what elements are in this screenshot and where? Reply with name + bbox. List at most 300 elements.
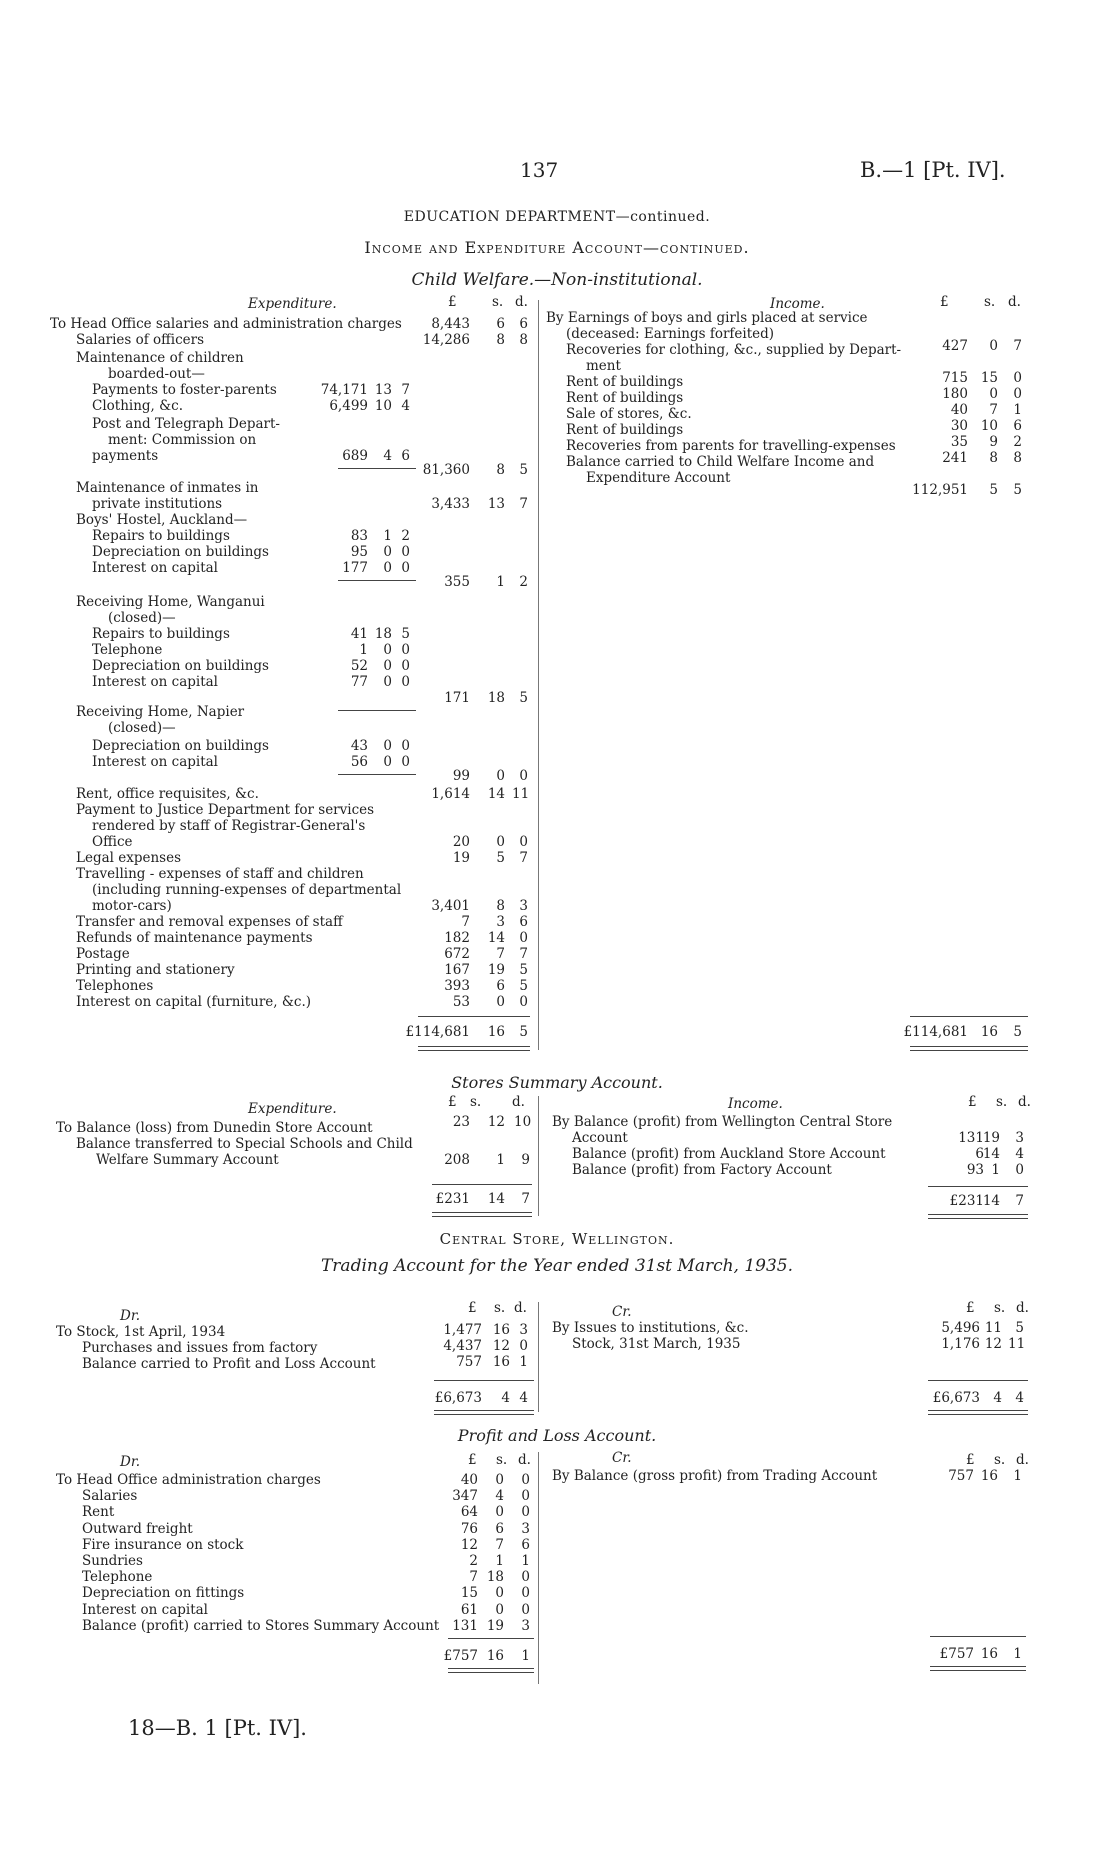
exp-amt-23-shillings: 18 — [487, 690, 505, 706]
pl-dr-amt-5-shillings: 1 — [495, 1553, 504, 1569]
exp-line-42: Interest on capital (furniture, &c.) — [76, 994, 311, 1010]
exp-amt-0-pence: 6 — [519, 316, 528, 332]
exp-line-5: Clothing, &c. — [92, 398, 183, 414]
inc-line-7: Rent of buildings — [566, 422, 684, 438]
tr-cr-total-shillings: 4 — [993, 1390, 1002, 1406]
pl-dr-amt-8-shillings: 0 — [495, 1601, 504, 1618]
pl-dr-amt-2-pence: 0 — [521, 1504, 530, 1521]
ss-inc-amt-1-pence: 3 — [1015, 1130, 1024, 1146]
pl-dr-line-0: To Head Office administration charges — [56, 1472, 321, 1488]
exp-amt-23-pence: 5 — [519, 690, 528, 706]
ss-inc-total-pounds: £231 — [949, 1193, 984, 1209]
column-divider — [538, 300, 539, 1050]
income-heading: Income. — [770, 296, 825, 312]
exp-amt-32-pounds: 20 — [452, 834, 470, 850]
inc-amt-8-shillings: 8 — [989, 450, 998, 466]
exp-line-7: ment: Commission on — [108, 432, 257, 448]
tr-dr-amt-0-pounds: 1,477 — [443, 1322, 482, 1338]
exp-amt-42-pounds: 53 — [452, 994, 470, 1010]
pl-dr-amt-1-shillings: 4 — [495, 1488, 504, 1505]
inc-amt-10-pounds: 112,951 — [912, 482, 968, 498]
exp-inner-27-pounds: 56 — [350, 754, 368, 770]
pl-dr-amt-6-pence: 0 — [521, 1569, 530, 1586]
exp-line-12: Boys' Hostel, Auckland— — [76, 512, 248, 528]
pl-pence-head-cr: d. — [1016, 1452, 1029, 1468]
stores-summary-title: Stores Summary Account. — [451, 1073, 663, 1092]
pl-dr-total-rule — [448, 1638, 534, 1639]
subtotal-rule-1 — [338, 468, 416, 469]
exp-inner-20-pounds: 1 — [359, 642, 368, 658]
exp-line-26: Depreciation on buildings — [92, 738, 269, 754]
inc-line-10: Expenditure Account — [586, 470, 731, 486]
pl-dr-line-3: Outward freight — [82, 1520, 193, 1537]
ss-inc-amt-3-pounds: 93 — [966, 1162, 984, 1178]
tr-pence-head: d. — [514, 1300, 527, 1316]
tr-dr-total-pence: 4 — [519, 1390, 528, 1406]
section-title: Child Welfare.—Non-institutional. — [411, 270, 703, 290]
ss-exp-total-shillings: 14 — [487, 1191, 505, 1207]
tr-dr-amt-2-pence: 1 — [519, 1354, 528, 1370]
pl-dr-amt-1-pence: 0 — [521, 1488, 530, 1505]
ss-shilling-head: s. — [470, 1094, 482, 1110]
ss-pound-head: £ — [448, 1094, 457, 1110]
inc-amt-3-pence: 0 — [1013, 370, 1022, 386]
pl-divider — [538, 1452, 539, 1684]
pl-cr-total-pence: 1 — [1013, 1646, 1022, 1662]
tr-dr-line-1: Purchases and issues from factory — [82, 1340, 318, 1356]
inc-amt-4-pounds: 180 — [942, 386, 968, 402]
exp-amt-39-pence: 7 — [519, 946, 528, 962]
exp-amt-1-pence: 8 — [519, 332, 528, 348]
exp-inner-21-pence: 0 — [401, 658, 410, 674]
ss-inc-double-rule — [928, 1214, 1028, 1219]
exp-inner-22-pounds: 77 — [350, 674, 368, 690]
pl-shilling-head-cr: s. — [994, 1452, 1006, 1468]
pl-dr-amt-4-pence: 6 — [521, 1536, 530, 1553]
footer-signature: 18—B. 1 [Pt. IV]. — [128, 1716, 307, 1740]
inc-amt-10-shillings: 5 — [989, 482, 998, 498]
exp-line-34: Travelling - expenses of staff and children — [76, 866, 364, 882]
exp-inner-20-pence: 0 — [401, 642, 410, 658]
pl-dr-total-pence: 1 — [521, 1648, 530, 1664]
stores-divider — [538, 1096, 539, 1216]
exp-amt-33-pounds: 19 — [452, 850, 470, 866]
pl-dr-label: Dr. — [120, 1454, 141, 1470]
pl-dr-total-pounds: £757 — [443, 1648, 478, 1664]
inc-amt-1-shillings: 0 — [989, 338, 998, 354]
exp-amt-40-shillings: 19 — [487, 962, 505, 978]
ss-inc-amt-2-pounds: 6 — [975, 1146, 984, 1162]
exp-amt-29-shillings: 14 — [487, 786, 505, 802]
inc-line-0: By Earnings of boys and girls placed at service — [546, 310, 868, 326]
tr-dr-amt-2-pounds: 757 — [456, 1354, 482, 1370]
pl-cr-line-0: By Balance (gross profit) from Trading Account — [552, 1468, 878, 1484]
exp-line-20: Telephone — [92, 642, 163, 658]
tr-pound-head: £ — [468, 1300, 477, 1316]
exp-amt-28-pence: 0 — [519, 768, 528, 784]
pl-cr-total-pounds: £757 — [939, 1646, 974, 1662]
exp-line-24: Receiving Home, Napier — [76, 704, 245, 720]
exp-inner-8-shillings: 4 — [383, 448, 392, 464]
exp-line-32: Office — [92, 834, 133, 850]
tr-cr-total-rule — [928, 1380, 1028, 1381]
ss-inc-line-0: By Balance (profit) from Wellington Central Store — [552, 1114, 893, 1130]
exp-line-1: Salaries of officers — [76, 332, 205, 348]
exp-line-35: (including running-expenses of departmental — [92, 882, 402, 898]
inc-amt-8-pence: 8 — [1013, 450, 1022, 466]
exp-inner-4-pounds: 74,171 — [320, 382, 368, 398]
exp-amt-11-pounds: 3,433 — [431, 496, 470, 512]
trading-cr-label: Cr. — [612, 1304, 632, 1320]
exp-line-6: Post and Telegraph Depart- — [92, 416, 280, 432]
ss-exp-line-2: Welfare Summary Account — [96, 1152, 279, 1168]
exp-amt-16-pounds: 355 — [444, 574, 470, 590]
exp-amt-38-shillings: 14 — [487, 930, 505, 946]
pl-shilling-head: s. — [496, 1452, 508, 1468]
exp-amt-11-pence: 7 — [519, 496, 528, 512]
exp-inner-26-pounds: 43 — [350, 738, 368, 754]
pl-dr-line-9: Balance (profit) carried to Stores Summary Account — [82, 1617, 440, 1634]
exp-inner-15-pounds: 177 — [342, 560, 368, 576]
exp-inner-14-pounds: 95 — [350, 544, 368, 560]
stores-inc-heading: Income. — [728, 1096, 783, 1112]
trading-divider — [538, 1302, 539, 1412]
exp-amt-37-pence: 6 — [519, 914, 528, 930]
subtotal-rule-4 — [338, 774, 416, 775]
exp-inner-5-shillings: 10 — [374, 398, 392, 414]
exp-amt-0-shillings: 6 — [496, 316, 505, 332]
exp-inner-15-shillings: 0 — [383, 560, 392, 576]
pl-dr-amt-7-shillings: 0 — [495, 1585, 504, 1602]
exp-inner-22-pence: 0 — [401, 674, 410, 690]
tr-cr-amt-0-shillings: 11 — [984, 1320, 1002, 1336]
trading-dr-label: Dr. — [120, 1308, 141, 1324]
ss-inc-line-1: Account — [572, 1130, 628, 1146]
exp-line-0: To Head Office salaries and administration charges — [50, 316, 402, 332]
exp-line-15: Interest on capital — [92, 560, 219, 576]
inc-amt-1-pence: 7 — [1013, 338, 1022, 354]
exp-line-13: Repairs to buildings — [92, 528, 230, 544]
pl-cr-amt-0-pounds: 757 — [948, 1468, 974, 1484]
pl-dr-amt-8-pounds: 61 — [460, 1601, 478, 1618]
exp-total-pounds: £114,681 — [405, 1024, 470, 1040]
ss-inc-line-2: Balance (profit) from Auckland Store Account — [572, 1146, 886, 1162]
pl-dr-total-shillings: 16 — [486, 1648, 504, 1664]
pence-col-head-income: d. — [1008, 294, 1021, 310]
tr-dr-total-shillings: 4 — [501, 1390, 510, 1406]
exp-line-10: Maintenance of inmates in — [76, 480, 259, 496]
exp-inner-13-pounds: 83 — [350, 528, 368, 544]
exp-line-38: Refunds of maintenance payments — [76, 930, 313, 946]
pence-col-head: d. — [515, 294, 528, 310]
pl-dr-amt-5-pence: 1 — [521, 1553, 530, 1569]
tr-cr-amt-1-shillings: 12 — [984, 1336, 1002, 1352]
subtotal-rule-2 — [338, 580, 416, 581]
exp-inner-14-pence: 0 — [401, 544, 410, 560]
exp-total-shillings: 16 — [487, 1024, 505, 1040]
exp-total-rule — [418, 1016, 530, 1017]
exp-line-22: Interest on capital — [92, 674, 219, 690]
inc-line-8: Recoveries from parents for travelling-expenses — [566, 438, 896, 454]
ss-pence-head: d. — [512, 1094, 525, 1110]
pl-cr-amt-0-shillings: 16 — [980, 1468, 998, 1484]
inc-amt-6-shillings: 10 — [980, 418, 998, 434]
inc-amt-6-pence: 6 — [1013, 418, 1022, 434]
exp-line-27: Interest on capital — [92, 754, 219, 770]
ss-exp-double-rule — [432, 1212, 532, 1217]
exp-amt-28-pounds: 99 — [452, 768, 470, 784]
exp-inner-13-shillings: 1 — [383, 528, 392, 544]
pl-dr-amt-9-pence: 3 — [521, 1617, 530, 1634]
pl-dr-line-2: Rent — [82, 1504, 115, 1521]
exp-amt-38-pence: 0 — [519, 930, 528, 946]
exp-inner-8-pounds: 689 — [342, 448, 368, 464]
pl-dr-amt-0-shillings: 0 — [495, 1472, 504, 1488]
exp-line-14: Depreciation on buildings — [92, 544, 269, 560]
ss-pence-head-inc: d. — [1018, 1094, 1031, 1110]
pl-dr-amt-7-pounds: 15 — [460, 1585, 478, 1602]
exp-amt-37-shillings: 3 — [496, 914, 505, 930]
inc-total-pence: 5 — [1013, 1024, 1022, 1040]
exp-line-39: Postage — [76, 946, 130, 962]
pl-dr-double-rule — [448, 1668, 534, 1673]
exp-inner-19-pence: 5 — [401, 626, 410, 642]
tr-dr-line-2: Balance carried to Profit and Loss Account — [82, 1356, 376, 1372]
ss-exp-total-pence: 7 — [521, 1191, 530, 1207]
ss-exp-amt-2-pence: 9 — [521, 1152, 530, 1168]
exp-line-41: Telephones — [76, 978, 154, 994]
inc-amt-5-pounds: 40 — [950, 402, 968, 418]
tr-pence-head-cr: d. — [1016, 1300, 1029, 1316]
tr-cr-line-0: By Issues to institutions, &c. — [552, 1320, 749, 1336]
inc-amt-1-pounds: 427 — [942, 338, 968, 354]
exp-amt-40-pounds: 167 — [444, 962, 470, 978]
ss-inc-total-shillings: 14 — [982, 1193, 1000, 1209]
tr-dr-total-rule — [434, 1380, 534, 1381]
pl-cr-amt-0-pence: 1 — [1013, 1468, 1022, 1484]
tr-shilling-head-cr: s. — [994, 1300, 1006, 1316]
exp-line-30: Payment to Justice Department for services — [76, 802, 375, 818]
exp-amt-42-pence: 0 — [519, 994, 528, 1010]
tr-dr-amt-1-pounds: 4,437 — [443, 1338, 482, 1354]
ss-inc-line-3: Balance (profit) from Factory Account — [572, 1162, 832, 1178]
tr-cr-double-rule — [928, 1410, 1028, 1415]
exp-inner-5-pence: 4 — [401, 398, 410, 414]
pl-dr-amt-7-pence: 0 — [521, 1585, 530, 1602]
exp-amt-1-shillings: 8 — [496, 332, 505, 348]
exp-amt-16-shillings: 1 — [496, 574, 505, 590]
exp-amt-41-shillings: 6 — [496, 978, 505, 994]
inc-amt-3-shillings: 15 — [980, 370, 998, 386]
tr-dr-total-pounds: £6,673 — [434, 1390, 482, 1406]
ss-exp-total-pounds: £231 — [435, 1191, 470, 1207]
inc-amt-3-pounds: 715 — [942, 370, 968, 386]
exp-inner-8-pence: 6 — [401, 448, 410, 464]
exp-inner-27-shillings: 0 — [383, 754, 392, 770]
exp-amt-9-pence: 5 — [519, 462, 528, 478]
pl-cr-double-rule — [930, 1666, 1026, 1671]
exp-total-double-rule — [418, 1046, 530, 1051]
exp-amt-28-shillings: 0 — [496, 768, 505, 784]
tr-dr-line-0: To Stock, 1st April, 1934 — [56, 1324, 226, 1340]
exp-inner-14-shillings: 0 — [383, 544, 392, 560]
inc-line-6: Sale of stores, &c. — [566, 406, 692, 422]
exp-inner-27-pence: 0 — [401, 754, 410, 770]
tr-cr-amt-0-pounds: 5,496 — [941, 1320, 980, 1336]
ss-inc-amt-3-pence: 0 — [1015, 1162, 1024, 1178]
exp-line-33: Legal expenses — [76, 850, 182, 866]
exp-line-25: (closed)— — [108, 720, 176, 736]
pl-dr-line-4: Fire insurance on stock — [82, 1536, 244, 1553]
pl-dr-amt-5-pounds: 2 — [469, 1553, 478, 1569]
stores-exp-heading: Expenditure. — [248, 1101, 337, 1117]
inc-amt-8-pounds: 241 — [942, 450, 968, 466]
tr-cr-total-pounds: £6,673 — [932, 1390, 980, 1406]
exp-inner-21-shillings: 0 — [383, 658, 392, 674]
exp-amt-32-pence: 0 — [519, 834, 528, 850]
exp-amt-16-pence: 2 — [519, 574, 528, 590]
shilling-col-head-income: s. — [984, 294, 996, 310]
pl-dr-line-5: Sundries — [82, 1553, 143, 1569]
pl-pound-head: £ — [468, 1452, 477, 1468]
exp-line-19: Repairs to buildings — [92, 626, 230, 642]
exp-inner-19-pounds: 41 — [350, 626, 368, 642]
pl-dr-amt-8-pence: 0 — [521, 1601, 530, 1618]
pl-pound-head-cr: £ — [966, 1452, 975, 1468]
tr-pound-head-cr: £ — [966, 1300, 975, 1316]
exp-amt-32-shillings: 0 — [496, 834, 505, 850]
exp-amt-1-pounds: 14,286 — [422, 332, 470, 348]
ss-exp-amt-0-pence: 10 — [514, 1114, 532, 1130]
pound-col-head: £ — [448, 294, 457, 310]
exp-line-37: Transfer and removal expenses of staff — [76, 914, 343, 930]
exp-line-17: Receiving Home, Wanganui — [76, 594, 265, 610]
account-title: Income and Expenditure Account—continued. — [364, 238, 750, 257]
exp-inner-13-pence: 2 — [401, 528, 410, 544]
exp-inner-22-shillings: 0 — [383, 674, 392, 690]
inc-amt-4-shillings: 0 — [989, 386, 998, 402]
tr-cr-line-1: Stock, 31st March, 1935 — [572, 1336, 741, 1352]
ss-exp-total-rule — [432, 1184, 532, 1185]
inc-total-shillings: 16 — [980, 1024, 998, 1040]
exp-amt-33-shillings: 5 — [496, 850, 505, 866]
exp-inner-20-shillings: 0 — [383, 642, 392, 658]
pl-dr-amt-3-pounds: 76 — [460, 1520, 478, 1537]
inc-amt-7-pounds: 35 — [950, 434, 968, 450]
exp-line-8: payments — [92, 448, 159, 464]
ss-pound-head-inc: £ — [968, 1094, 977, 1110]
ss-exp-amt-2-pounds: 208 — [444, 1152, 470, 1168]
expenditure-heading: Expenditure. — [248, 296, 337, 312]
inc-line-2: Recoveries for clothing, &c., supplied by Depart- — [566, 342, 902, 358]
inc-amt-5-pence: 1 — [1013, 402, 1022, 418]
trading-account-title: Trading Account for the Year ended 31st March, 1935. — [320, 1256, 794, 1276]
exp-amt-9-pounds: 81,360 — [422, 462, 470, 478]
pl-dr-line-8: Interest on capital — [82, 1601, 209, 1618]
central-store-title: Central Store, Wellington. — [439, 1230, 675, 1248]
pl-dr-amt-6-shillings: 18 — [486, 1569, 504, 1586]
exp-amt-42-shillings: 0 — [496, 994, 505, 1010]
exp-line-31: rendered by staff of Registrar-General's — [92, 818, 366, 834]
exp-inner-15-pence: 0 — [401, 560, 410, 576]
shilling-col-head: s. — [492, 294, 504, 310]
pl-dr-line-7: Depreciation on fittings — [82, 1585, 245, 1602]
exp-amt-33-pence: 7 — [519, 850, 528, 866]
ss-exp-line-1: Balance transferred to Special Schools and Child — [76, 1136, 413, 1152]
exp-amt-39-shillings: 7 — [496, 946, 505, 962]
profit-loss-title: Profit and Loss Account. — [457, 1426, 657, 1445]
inc-total-double-rule — [910, 1046, 1028, 1051]
inc-line-1: (deceased: Earnings forfeited) — [566, 326, 775, 342]
tr-cr-amt-1-pence: 11 — [1008, 1336, 1026, 1352]
ss-exp-amt-2-shillings: 1 — [496, 1152, 505, 1168]
ss-inc-total-rule — [928, 1186, 1028, 1187]
exp-line-18: (closed)— — [108, 610, 176, 626]
tr-dr-double-rule — [434, 1410, 534, 1415]
ss-shilling-head-inc: s. — [996, 1094, 1008, 1110]
tr-cr-amt-1-pounds: 1,176 — [941, 1336, 980, 1352]
pl-dr-amt-4-shillings: 7 — [495, 1536, 504, 1553]
pl-dr-amt-1-pounds: 347 — [452, 1488, 478, 1505]
exp-line-2: Maintenance of children — [76, 350, 244, 366]
inc-line-3: ment — [586, 358, 621, 374]
inc-total-pounds: £114,681 — [903, 1024, 968, 1040]
pl-cr-label: Cr. — [612, 1450, 632, 1466]
exp-amt-36-pence: 3 — [519, 898, 528, 914]
pl-dr-line-1: Salaries — [82, 1488, 138, 1505]
ss-inc-amt-3-shillings: 1 — [991, 1162, 1000, 1178]
exp-amt-37-pounds: 7 — [461, 914, 470, 930]
ss-inc-amt-2-shillings: 14 — [982, 1146, 1000, 1162]
exp-line-21: Depreciation on buildings — [92, 658, 269, 674]
tr-dr-amt-1-pence: 0 — [519, 1338, 528, 1354]
inc-total-rule — [910, 1016, 1028, 1017]
tr-dr-amt-2-shillings: 16 — [492, 1354, 510, 1370]
exp-inner-21-pounds: 52 — [350, 658, 368, 674]
tr-cr-amt-0-pence: 5 — [1015, 1320, 1024, 1336]
exp-amt-11-shillings: 13 — [487, 496, 505, 512]
pl-dr-amt-6-pounds: 7 — [469, 1569, 478, 1586]
pl-dr-amt-2-shillings: 0 — [495, 1504, 504, 1521]
pl-cr-total-shillings: 16 — [980, 1646, 998, 1662]
department-title: EDUCATION DEPARTMENT—continued. — [403, 209, 711, 225]
pound-col-head-income: £ — [940, 294, 949, 310]
pl-dr-amt-9-pounds: 131 — [452, 1617, 478, 1634]
exp-line-40: Printing and stationery — [76, 962, 235, 978]
page-number: 137 — [520, 158, 559, 182]
ss-exp-line-0: To Balance (loss) from Dunedin Store Account — [56, 1120, 373, 1136]
exp-amt-38-pounds: 182 — [444, 930, 470, 946]
ss-inc-amt-2-pence: 4 — [1015, 1146, 1024, 1162]
pl-dr-amt-0-pence: 0 — [521, 1472, 530, 1488]
pl-dr-amt-3-shillings: 6 — [495, 1520, 504, 1537]
exp-amt-41-pence: 5 — [519, 978, 528, 994]
doc-reference: B.—1 [Pt. IV]. — [860, 158, 1006, 182]
ss-inc-total-pence: 7 — [1015, 1193, 1024, 1209]
inc-amt-7-shillings: 9 — [989, 434, 998, 450]
exp-inner-4-pence: 7 — [401, 382, 410, 398]
inc-amt-7-pence: 2 — [1013, 434, 1022, 450]
inc-line-4: Rent of buildings — [566, 374, 684, 390]
pl-dr-amt-9-shillings: 19 — [486, 1617, 504, 1634]
tr-shilling-head: s. — [494, 1300, 506, 1316]
pl-dr-amt-2-pounds: 64 — [460, 1504, 478, 1521]
pl-dr-amt-3-pence: 3 — [521, 1520, 530, 1537]
inc-line-5: Rent of buildings — [566, 390, 684, 406]
pl-pence-head: d. — [518, 1452, 531, 1468]
inc-amt-6-pounds: 30 — [950, 418, 968, 434]
ss-inc-amt-1-shillings: 19 — [982, 1130, 1000, 1146]
